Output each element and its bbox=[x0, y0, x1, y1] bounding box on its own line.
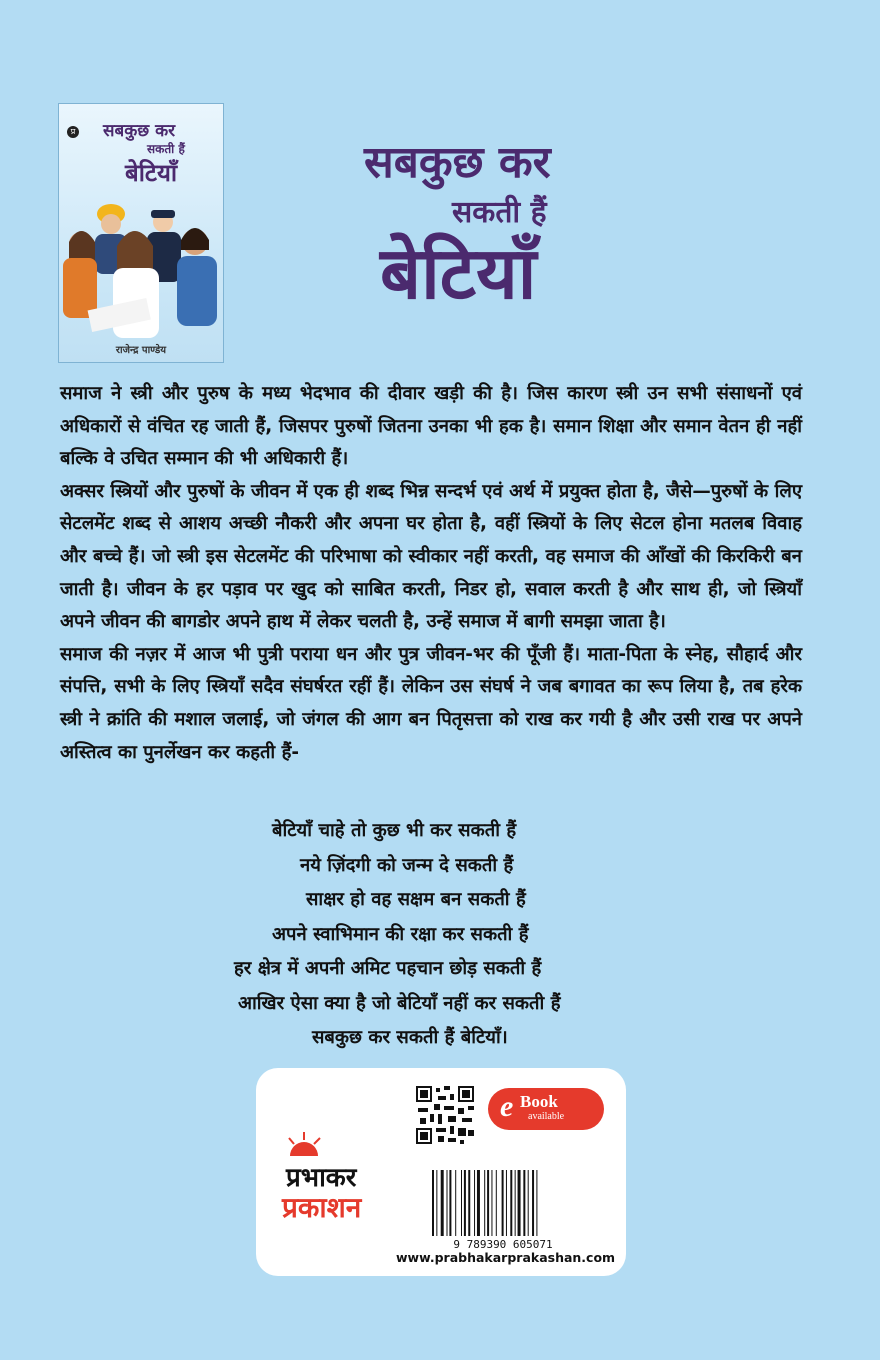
book-title-line1: सबकुछ कर bbox=[364, 137, 551, 188]
paragraph-2: अक्सर स्त्रियों और पुरुषों के जीवन में एक ही शब्द भिन्न सन्दर्भ एवं अर्थ में प्रयुक्त होता है, जैसे—पुरुषों के लिए सेटलमेंट शब्द से आशय अच्छी नौकरी और अपना घर होता है, वहीं स्त्रियों के लिए सेटल होना मतलब विवाह और बच्चे हैं। जो स्त्री इस सेटलमेंट की परिभाषा को स्वीकार नहीं करती, वह समाज की आँखों की किरकिरी बन जाती है। जीवन के हर पड़ाव पर खुद को साबित करती, निडर हो, सवाल करती है और साथ ही, जो स्त्रियाँ अपने जीवन की बागडोर अपने हाथ में लेकर चलती है, उन्हें समाज में बागी समझा जाता है। bbox=[60, 480, 803, 633]
publisher-sun-icon bbox=[286, 1132, 326, 1158]
ebook-word: Book bbox=[520, 1092, 558, 1111]
poem-line: बेटियाँ चाहे तो कुछ भी कर सकती हैं bbox=[272, 820, 517, 841]
qr-code bbox=[414, 1084, 476, 1146]
cover-photo-women bbox=[59, 184, 224, 344]
ebook-available-badge bbox=[488, 1088, 604, 1130]
ebook-letter: e bbox=[500, 1090, 514, 1123]
paragraph-3: समाज की नज़र में आज भी पुत्री पराया धन और पुत्र जीवन-भर की पूँजी हैं। माता-पिता के स्नेह, सौहार्द और संपत्ति, सभी के लिए स्त्रियाँ सदैव संघर्षरत रहीं हैं। लेकिन उस संघर्ष ने जब बगावत का रूप लिया है, तब हरेक स्त्री ने क्रांति की मशाल जलाई, जो जंगल की आग बन पितृसत्ता को राख कर गयी है और उसी राख पर अपने अस्तित्व का पुनर्लेखन कर कहती हैं- bbox=[60, 643, 802, 763]
isbn-barcode bbox=[424, 1164, 582, 1252]
book-title-line2: सकती हैं bbox=[452, 195, 547, 230]
publisher-website: www.prabhakarprakashan.com bbox=[396, 1250, 616, 1265]
book-title-line3: बेटियाँ bbox=[380, 231, 537, 315]
front-cover-thumbnail bbox=[58, 103, 224, 363]
publisher-panel bbox=[256, 1068, 626, 1276]
isbn-digits: 9 789390 605071 bbox=[453, 1238, 553, 1251]
thumbnail-title-line2: सकती हैं bbox=[147, 142, 185, 156]
poem-line: अपने स्वाभिमान की रक्षा कर सकती हैं bbox=[272, 923, 529, 945]
thumbnail-title-line3: बेटियाँ bbox=[125, 159, 178, 187]
publisher-name-line1: प्रभाकर bbox=[286, 1163, 357, 1193]
poem bbox=[0, 814, 880, 1056]
poem-line: साक्षर हो वह सक्षम बन सकती हैं bbox=[306, 889, 526, 910]
poem-line: सबकुछ कर सकती हैं बेटियाँ। bbox=[312, 1027, 508, 1048]
publisher-logo-small: प्र bbox=[67, 126, 79, 138]
poem-line: आखिर ऐसा क्या है जो बेटियाँ नहीं कर सकती हैं bbox=[238, 992, 561, 1014]
publisher-name-line2: प्रकाशन bbox=[282, 1191, 362, 1224]
poem-line: नये ज़िंदगी को जन्म दे सकती हैं bbox=[300, 854, 514, 876]
ebook-available: available bbox=[528, 1111, 565, 1122]
paragraph-1: समाज ने स्त्री और पुरुष के मध्य भेदभाव की दीवार खड़ी की है। जिस कारण स्त्री उन सभी संसाधनों एवं अधिकारों से वंचित रह जाती हैं, जिसपर पुरुषों जितना उनका भी हक है। समान शिक्षा और समान वेतन ही नहीं बल्कि वे उचित सम्मान की भी अधिकारी हैं। bbox=[60, 383, 802, 470]
blurb-text bbox=[60, 378, 802, 769]
poem-line: हर क्षेत्र में अपनी अमिट पहचान छोड़ सकती हैं bbox=[234, 958, 542, 979]
thumbnail-author: राजेन्द्र पाण्डेय bbox=[115, 345, 167, 356]
thumbnail-title-line1: सबकुछ कर bbox=[103, 121, 176, 141]
